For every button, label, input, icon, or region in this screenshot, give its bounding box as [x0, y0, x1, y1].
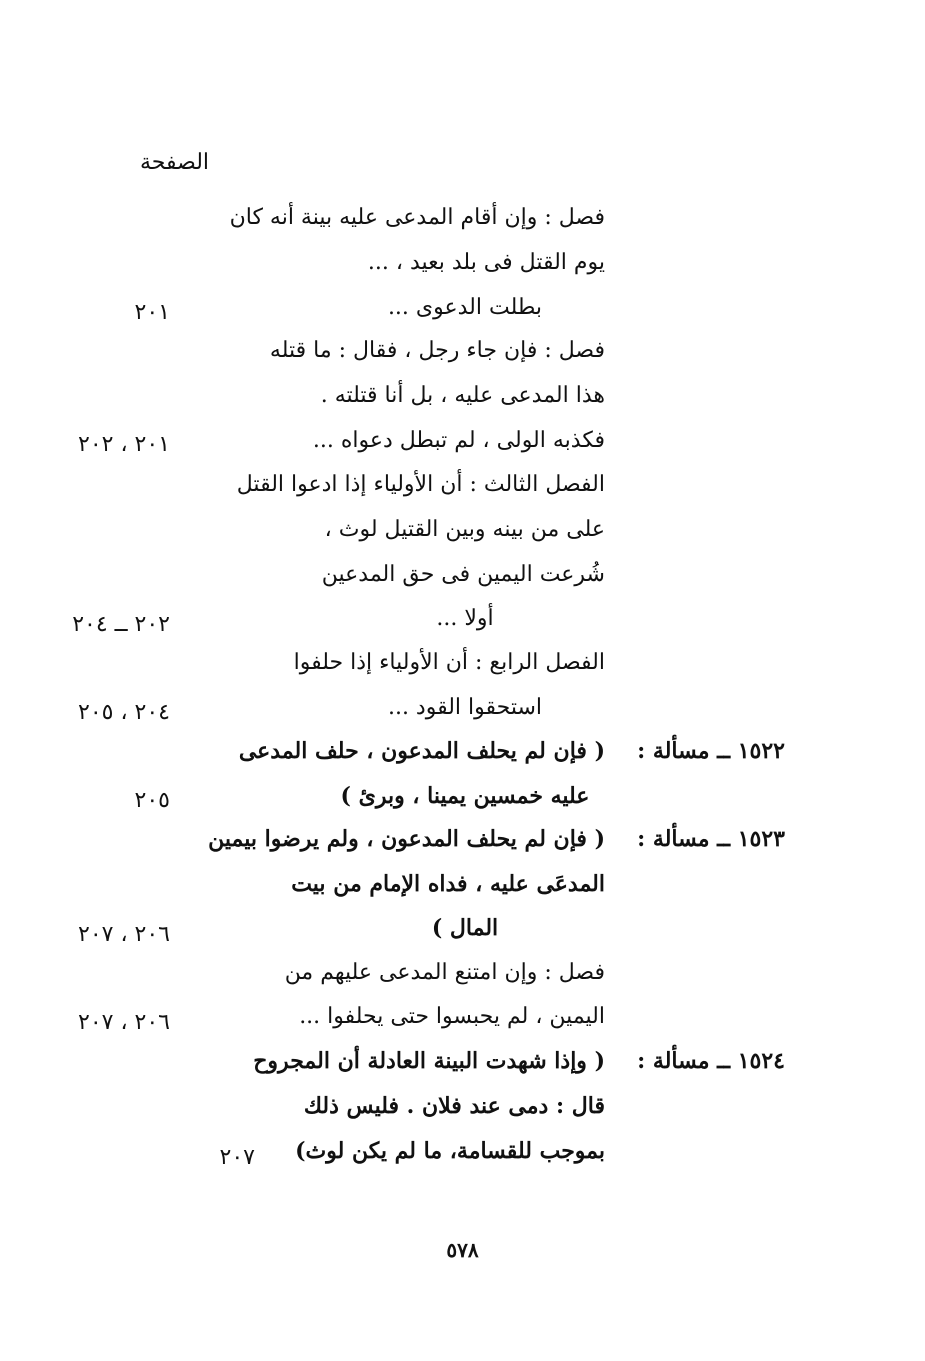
entry-line: اليمين ، لم يحبسوا حتى يحلفوا ... — [299, 1004, 605, 1029]
page-ref: ٢٠٦ ، ٢٠٧ — [78, 1010, 170, 1035]
page-column-header: الصفحة — [140, 150, 210, 175]
entry-line: عليه خمسين يمينا ، وبرئ ) — [340, 783, 590, 809]
entry-line: قال : دمى عند فلان . فليس ذلك — [303, 1093, 605, 1119]
issue-number: ١٥٢٢ ــ مسألة : — [637, 738, 785, 764]
entry-line: فكذبه الولى ، لم تبطل دعواه ... — [312, 428, 605, 453]
entry-line: استحقوا القود ... — [387, 695, 543, 720]
page-ref: ٢٠٢ ــ ٢٠٤ — [72, 612, 170, 637]
issue-number: ١٥٢٣ ــ مسألة : — [637, 826, 785, 852]
issue-number: ١٥٢٤ ــ مسألة : — [637, 1048, 785, 1074]
entry-line: فصل : وإن امتنع المدعى عليهم من — [284, 960, 605, 985]
page-ref: ٢٠٤ ، ٢٠٥ — [78, 700, 170, 725]
page-ref: ٢٠٧ — [219, 1145, 255, 1170]
entry-line: بطلت الدعوى ... — [387, 295, 543, 320]
page-ref: ٢٠٦ ، ٢٠٧ — [78, 922, 170, 947]
page-number: ٥٧٨ — [446, 1238, 479, 1262]
entry-line: الفصل الرابع : أن الأولياء إذا حلفوا — [293, 650, 605, 675]
entry-line: بموجب للقسامة، ما لم يكن لوث) — [295, 1138, 605, 1164]
entry-line: ( وإذا شهدت البينة العادلة أن المجروح — [253, 1048, 605, 1074]
entry-line: المدعَى عليه ، فداه الإمام من بيت — [291, 871, 605, 897]
entry-line: ( فإن لم يحلف المدعون ، ولم يرضوا بيمين — [208, 826, 605, 852]
entry-line: هذا المدعى عليه ، بل أنا قتلته . — [320, 383, 605, 408]
entry-line: على من بينه وبين القتيل لوث ، — [324, 517, 605, 542]
page-ref: ٢٠١ — [134, 300, 170, 325]
page-ref: ٢٠٥ — [134, 788, 170, 813]
entry-line: يوم القتل فى بلد بعيد ، ... — [367, 250, 605, 275]
entry-line: المال ) — [431, 915, 499, 941]
entry-line: ( فإن لم يحلف المدعون ، حلف المدعى — [238, 738, 605, 764]
entry-line: الفصل الثالث : أن الأولياء إذا ادعوا القتل — [236, 472, 605, 497]
entry-line: فصل : فإن جاء رجل ، فقال : ما قتله — [269, 338, 605, 363]
entry-line: فصل : وإن أقام المدعى عليه بينة أنه كان — [229, 205, 605, 230]
entry-line: شُرعت اليمين فى حق المدعين — [321, 562, 605, 587]
entry-line: أولا ... — [436, 606, 494, 631]
page-ref: ٢٠١ ، ٢٠٢ — [78, 432, 170, 457]
